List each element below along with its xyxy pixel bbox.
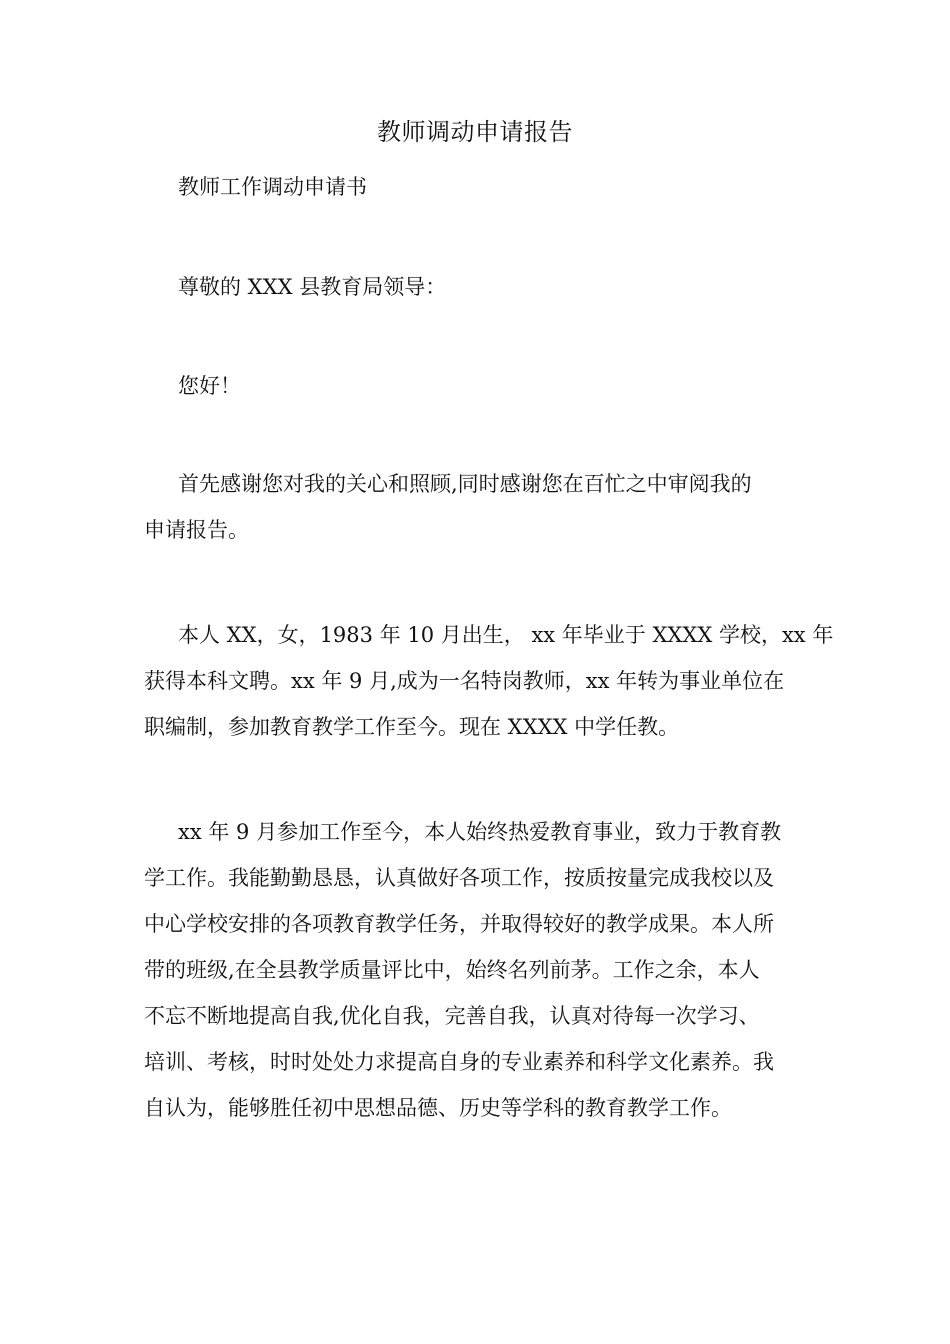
greeting: 您好！ [178,374,241,398]
paragraph-line: 中心学校安排的各项教育教学任务，并取得较好的教学成果。本人所 [144,912,774,936]
paragraph-line: 带的班级,在全县教学质量评比中，始终名列前茅。工作之余，本人 [144,958,760,982]
paragraph-thanks [144,461,808,553]
paragraph-work [144,809,808,1131]
salutation: 尊敬的 XXX 县教育局领导： [178,275,447,299]
paragraph-line: 获得本科文聘。xx 年 9 月,成为一名特岗教师，xx 年转为事业单位在 [144,669,785,693]
paragraph-line: xx 年 9 月参加工作至今，本人始终热爱教育事业，致力于教育教 [178,820,782,844]
paragraph-line: 自认为，能够胜任初中思想品德、历史等学科的教育教学工作。 [144,1096,732,1120]
document-subtitle: 教师工作调动申请书 [178,175,367,199]
paragraph-line: 不忘不断地提高自我,优化自我，完善自我，认真对待每一次学习、 [144,1004,760,1028]
paragraph-line: 培训、考核，时时处处力求提高自身的专业素养和科学文化素养。我 [144,1050,774,1074]
document-title: 教师调动申请报告 [377,118,573,146]
paragraph-line: 申请报告。 [144,518,249,542]
paragraph-line: 本人 XX，女，1983 年 10 月出生， xx 年毕业于 XXXX 学校，xx 年 [178,623,834,647]
paragraph-line: 学工作。我能勤勤恳恳，认真做好各项工作，按质按量完成我校以及 [144,866,774,890]
paragraph-line: 首先感谢您对我的关心和照顾,同时感谢您在百忙之中审阅我的 [178,472,752,496]
paragraph-line: 职编制，参加教育教学工作至今。现在 XXXX 中学任教。 [144,715,680,739]
paragraph-background [144,612,834,750]
